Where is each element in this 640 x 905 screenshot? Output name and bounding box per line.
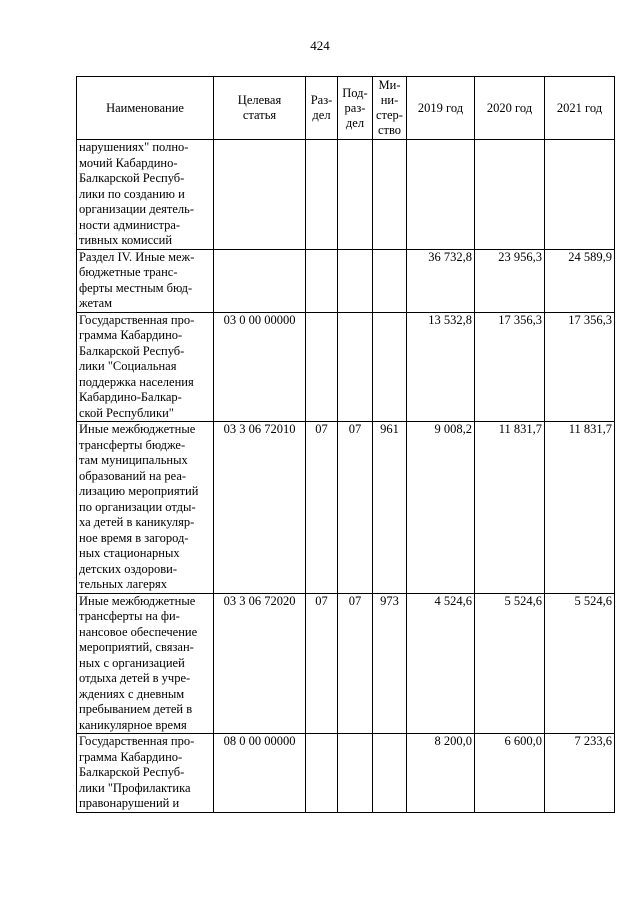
- header-2020: 2020 год: [475, 77, 545, 140]
- header-2021: 2021 год: [545, 77, 615, 140]
- row-2021: [545, 140, 615, 250]
- table-row: [77, 422, 615, 594]
- row-target: 03 0 00 00000: [214, 312, 306, 422]
- row-section: [306, 734, 338, 813]
- row-ministry: [373, 734, 407, 813]
- row-2021: 17 356,3: [545, 312, 615, 422]
- row-section: [306, 249, 338, 312]
- row-name: Государственная про- грамма Кабардино- Балкарской Респуб- лики "Социальная поддержка населения Кабардино-Балкар- ской Республики": [77, 312, 214, 422]
- row-2020: 23 956,3: [475, 249, 545, 312]
- row-ministry: [373, 249, 407, 312]
- table-row: [77, 140, 615, 250]
- row-2021: 5 524,6: [545, 593, 615, 734]
- row-name: Государственная про- грамма Кабардино- Балкарской Респуб- лики "Профилактика правонарушений и: [77, 734, 214, 813]
- row-2020: 17 356,3: [475, 312, 545, 422]
- row-target: 03 3 06 72010: [214, 422, 306, 594]
- table-row: [77, 312, 615, 422]
- table-row: [77, 593, 615, 734]
- row-name: Иные межбюджетные трансферты на фи- нансовое обеспечение мероприятий, связан- ных с организацией отдыха детей в учре- ждениях с дневным пребыванием детей в каникулярное время: [77, 593, 214, 734]
- row-2021: 7 233,6: [545, 734, 615, 813]
- row-2021: 24 589,9: [545, 249, 615, 312]
- row-target: [214, 249, 306, 312]
- row-section: 07: [306, 593, 338, 734]
- row-subsection: [338, 249, 373, 312]
- header-section: Раз- дел: [306, 77, 338, 140]
- row-target: [214, 140, 306, 250]
- row-name: Иные межбюджетные трансферты бюдже- там муниципальных образований на реа- лизацию мероприятий по организации отды- ха детей в каникуляр- ное время в загород- ных стационарных детских оздорови- тельных лагерях: [77, 422, 214, 594]
- header-2019: 2019 год: [407, 77, 475, 140]
- row-ministry: 973: [373, 593, 407, 734]
- row-2020: 6 600,0: [475, 734, 545, 813]
- row-2019: 4 524,6: [407, 593, 475, 734]
- row-subsection: [338, 312, 373, 422]
- budget-table: [76, 76, 615, 813]
- row-ministry: [373, 312, 407, 422]
- row-2019: 8 200,0: [407, 734, 475, 813]
- row-2019: [407, 140, 475, 250]
- table-row: [77, 734, 615, 813]
- header-ministry: Ми- ни- стер- ство: [373, 77, 407, 140]
- row-2020: 5 524,6: [475, 593, 545, 734]
- header-target: Целевая статья: [214, 77, 306, 140]
- row-ministry: 961: [373, 422, 407, 594]
- page-number: 424: [310, 38, 330, 53]
- row-2019: 13 532,8: [407, 312, 475, 422]
- row-subsection: [338, 734, 373, 813]
- row-section: [306, 140, 338, 250]
- row-2019: 36 732,8: [407, 249, 475, 312]
- row-2019: 9 008,2: [407, 422, 475, 594]
- row-target: 03 3 06 72020: [214, 593, 306, 734]
- row-2021: 11 831,7: [545, 422, 615, 594]
- table-row: [77, 249, 615, 312]
- table-header-row: [77, 77, 615, 140]
- row-subsection: 07: [338, 593, 373, 734]
- row-subsection: 07: [338, 422, 373, 594]
- row-2020: [475, 140, 545, 250]
- header-name: Наименование: [77, 77, 214, 140]
- row-section: [306, 312, 338, 422]
- row-section: 07: [306, 422, 338, 594]
- row-2020: 11 831,7: [475, 422, 545, 594]
- header-subsection: Под- раз- дел: [338, 77, 373, 140]
- row-target: 08 0 00 00000: [214, 734, 306, 813]
- row-subsection: [338, 140, 373, 250]
- row-name: нарушениях" полно- мочий Кабардино- Балкарской Респуб- лики по созданию и организации деятель- ности администра- тивных комиссий: [77, 140, 214, 250]
- row-name: Раздел IV. Иные меж- бюджетные транс- ферты местным бюд- жетам: [77, 249, 214, 312]
- row-ministry: [373, 140, 407, 250]
